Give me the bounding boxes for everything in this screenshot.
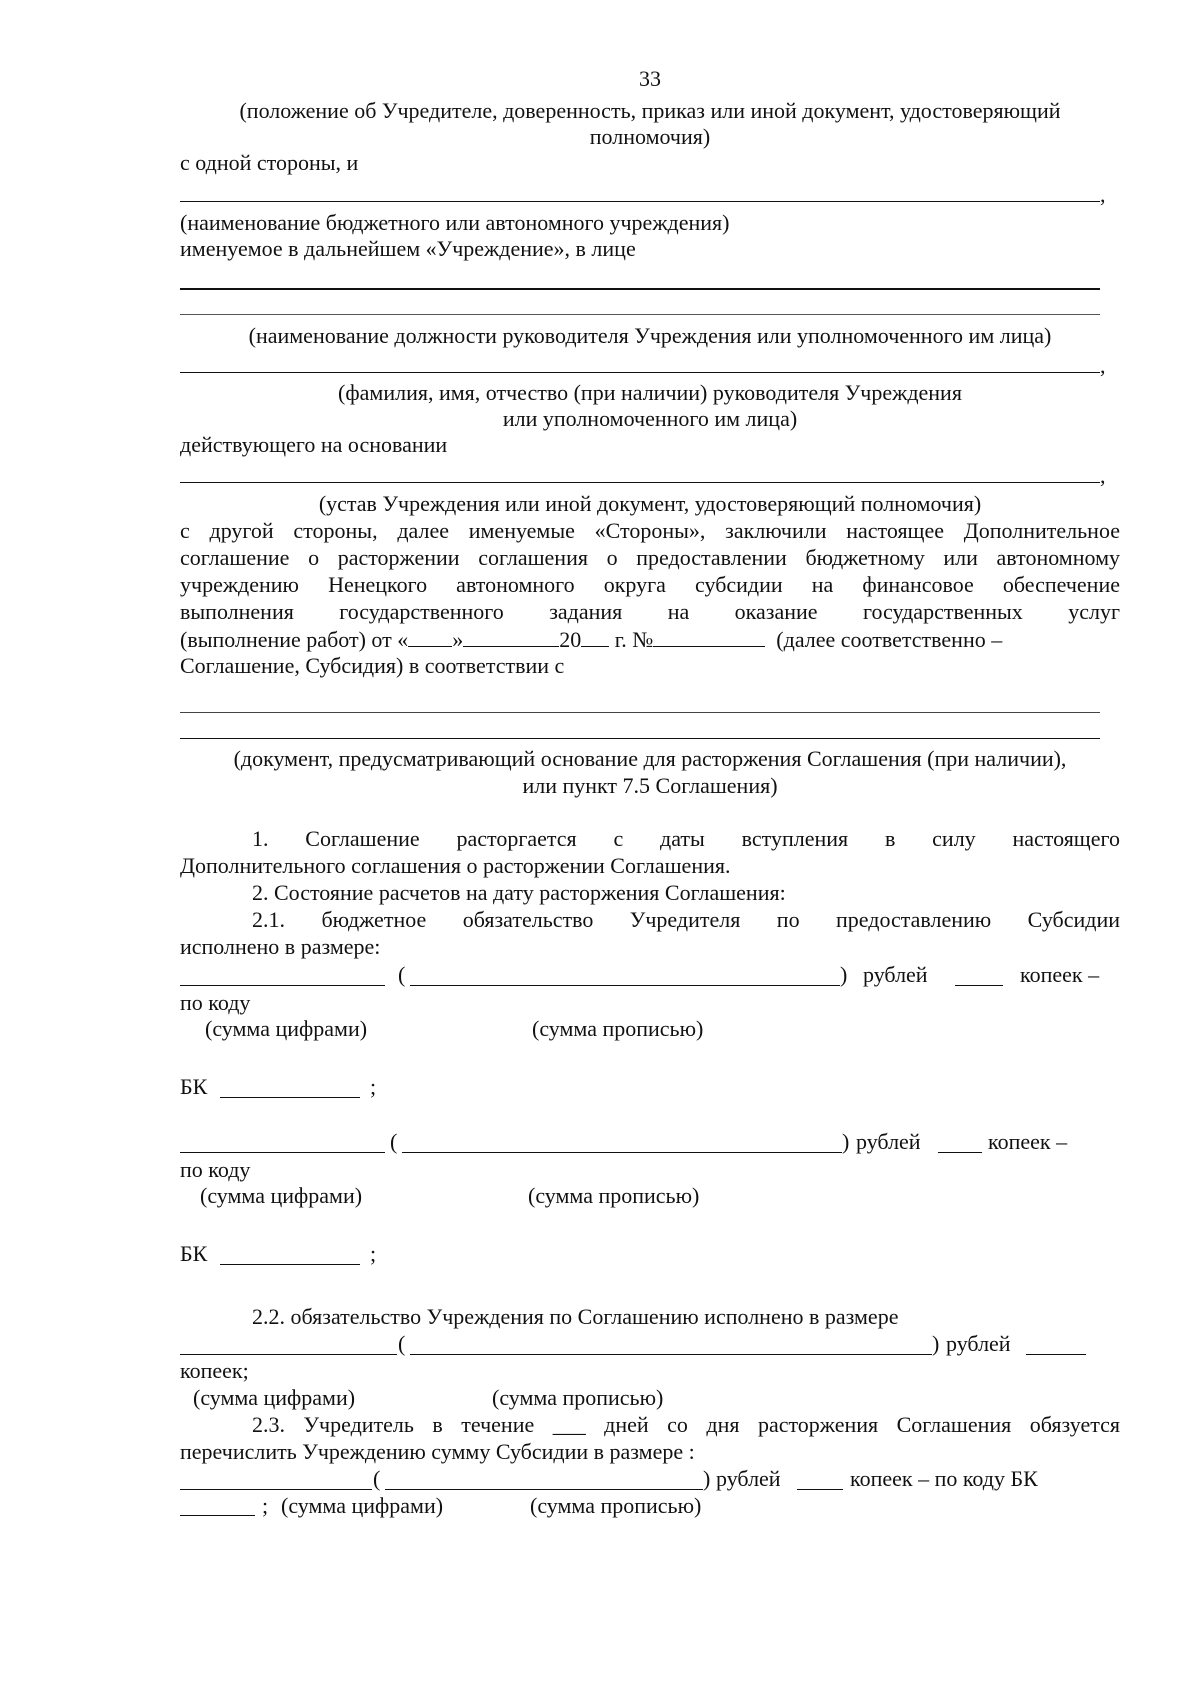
blank-sum-words xyxy=(385,1489,703,1490)
blank-head-position xyxy=(180,314,1100,315)
caption-sum-words: (сумма прописью) xyxy=(528,1183,700,1208)
text-semicolon: ; xyxy=(262,1493,269,1518)
comma: , xyxy=(1100,353,1106,378)
text-semicolon: ; xyxy=(370,1241,377,1266)
caption-sum-digits: (сумма цифрами) xyxy=(200,1183,363,1208)
comma: , xyxy=(1100,463,1106,488)
caption-termination-doc: (документ, предусматривающий основание для расторжения Соглашения (при наличии), xyxy=(233,746,1067,771)
caption-head-name: (фамилия, имя, отчество (при наличии) руководителя Учреждения xyxy=(338,380,962,405)
clause-1-cont: Дополнительного соглашения о расторжении Соглашения. xyxy=(180,853,731,878)
clause-2-3: 2.3. Учредитель в течение ___ дней со дня расторжения Соглашения обязуется xyxy=(252,1412,1120,1437)
text-from: (выполнение работ) от « xyxy=(180,627,409,652)
blank-termination-doc xyxy=(180,738,1100,739)
text-paren: ) xyxy=(703,1466,711,1491)
text-rubles: рублей xyxy=(856,1129,921,1154)
paragraph-line: соглашение о расторжении соглашения о предоставлении бюджетному или автономному xyxy=(180,545,1120,570)
text-paren: ) xyxy=(842,1129,850,1154)
caption-institution-name: (наименование бюджетного или автономного учреждения) xyxy=(180,210,730,235)
caption-head-name-2: или уполномоченного им лица) xyxy=(502,406,798,431)
clause-2-1: 2.1. бюджетное обязательство Учредителя по предоставлению Субсидии xyxy=(252,907,1120,932)
blank-sum-words xyxy=(410,985,840,986)
clause-2-3-cont: перечислить Учреждению сумму Субсидии в размере : xyxy=(180,1439,695,1464)
blank-basis-doc xyxy=(180,482,1100,483)
text-kopecks: копеек – xyxy=(988,1129,1068,1154)
text-kopecks: копеек – xyxy=(1020,962,1100,987)
blank-institution-name xyxy=(180,201,1100,202)
clause-1: 1. Соглашение расторгается с даты вступления в силу настоящего xyxy=(252,826,1120,851)
paragraph-line: учреждению Ненецкого автономного округа субсидии на финансовое обеспечение xyxy=(180,572,1120,597)
caption-sum-words: (сумма прописью) xyxy=(492,1385,664,1410)
blank-kopecks xyxy=(955,985,1003,986)
blank-kopecks xyxy=(797,1489,843,1490)
caption-sum-digits: (сумма цифрами) xyxy=(193,1385,356,1410)
text-bk: БК xyxy=(180,1241,208,1266)
paragraph-line: с другой стороны, далее именуемые «Стороны», заключили настоящее Дополнительное xyxy=(180,518,1120,543)
comma: , xyxy=(1100,182,1106,207)
caption-sum-words: (сумма прописью) xyxy=(530,1493,702,1518)
text-hereinafter: (далее соответственно – xyxy=(776,627,1003,652)
blank-sum-digits xyxy=(180,1152,385,1153)
text-paren: ( xyxy=(373,1466,381,1491)
caption-sum-digits: (сумма цифрами) xyxy=(281,1493,444,1518)
paragraph-line: Соглашение, Субсидия) в соответствии с xyxy=(180,653,565,678)
blank-sum-digits xyxy=(180,1489,372,1490)
blank-line xyxy=(180,288,1100,290)
text-acting-on-basis: действующего на основании xyxy=(180,432,448,457)
page-number: 33 xyxy=(639,66,661,91)
clause-2-1-cont: исполнено в размере: xyxy=(180,934,381,959)
text-year-prefix: 20 xyxy=(559,627,582,652)
text-paren: ) xyxy=(932,1331,940,1356)
text-rubles: рублей xyxy=(716,1466,781,1491)
text-quote: » xyxy=(452,627,464,652)
caption-founder-doc: (положение об Учредителе, доверенность, приказ или иной документ, удостоверяющий xyxy=(239,98,1061,123)
blank-head-name xyxy=(180,372,1100,373)
text-semicolon: ; xyxy=(370,1074,377,1099)
blank-sum-digits xyxy=(180,1354,397,1355)
clause-2-2: 2.2. обязательство Учреждения по Соглашению исполнено в размере xyxy=(252,1304,899,1329)
text-paren: ( xyxy=(398,1331,406,1356)
caption-basis-doc: (устав Учреждения или иной документ, удостоверяющий полномочия) xyxy=(318,491,982,516)
text-institution-named: именуемое в дальнейшем «Учреждение», в лице xyxy=(180,236,636,261)
blank-month xyxy=(463,626,559,647)
text-kopecks: копеек; xyxy=(180,1358,249,1383)
paragraph-line: выполнения государственного задания на оказание государственных услуг xyxy=(180,599,1120,624)
caption-sum-words: (сумма прописью) xyxy=(532,1016,704,1041)
paragraph-line-date xyxy=(180,626,1002,653)
text-number-sign: г. № xyxy=(614,627,654,652)
text-rubles: рублей xyxy=(946,1331,1011,1356)
text-paren: ( xyxy=(398,962,406,987)
text-paren: ) xyxy=(840,962,848,987)
blank-sum-words xyxy=(410,1354,932,1355)
blank-day xyxy=(408,626,452,647)
blank-kopecks xyxy=(1026,1354,1086,1355)
blank-bk-code xyxy=(180,1515,255,1516)
blank-bk-code xyxy=(220,1097,360,1098)
blank-number xyxy=(653,626,765,647)
text-paren: ( xyxy=(390,1129,398,1154)
text-rubles: рублей xyxy=(863,962,928,987)
blank-bk-code xyxy=(220,1264,360,1265)
text-by-code: по коду xyxy=(180,990,251,1015)
text-by-code: по коду xyxy=(180,1157,251,1182)
caption-sum-digits: (сумма цифрами) xyxy=(205,1016,368,1041)
text-bk: БК xyxy=(180,1074,208,1099)
clause-2: 2. Состояние расчетов на дату расторжения Соглашения: xyxy=(252,880,786,905)
caption-founder-doc-2: полномочия) xyxy=(589,124,711,149)
caption-termination-doc-2: или пункт 7.5 Соглашения) xyxy=(522,773,778,798)
blank-line xyxy=(180,712,1100,713)
text-kopecks-code: копеек – по коду БК xyxy=(850,1466,1038,1491)
blank-year xyxy=(581,626,609,647)
text-one-side: с одной стороны, и xyxy=(180,150,359,175)
blank-sum-words xyxy=(402,1152,842,1153)
blank-kopecks xyxy=(938,1152,982,1153)
blank-sum-digits xyxy=(180,985,385,986)
caption-head-position: (наименование должности руководителя Учреждения или уполномоченного им лица) xyxy=(248,323,1052,348)
